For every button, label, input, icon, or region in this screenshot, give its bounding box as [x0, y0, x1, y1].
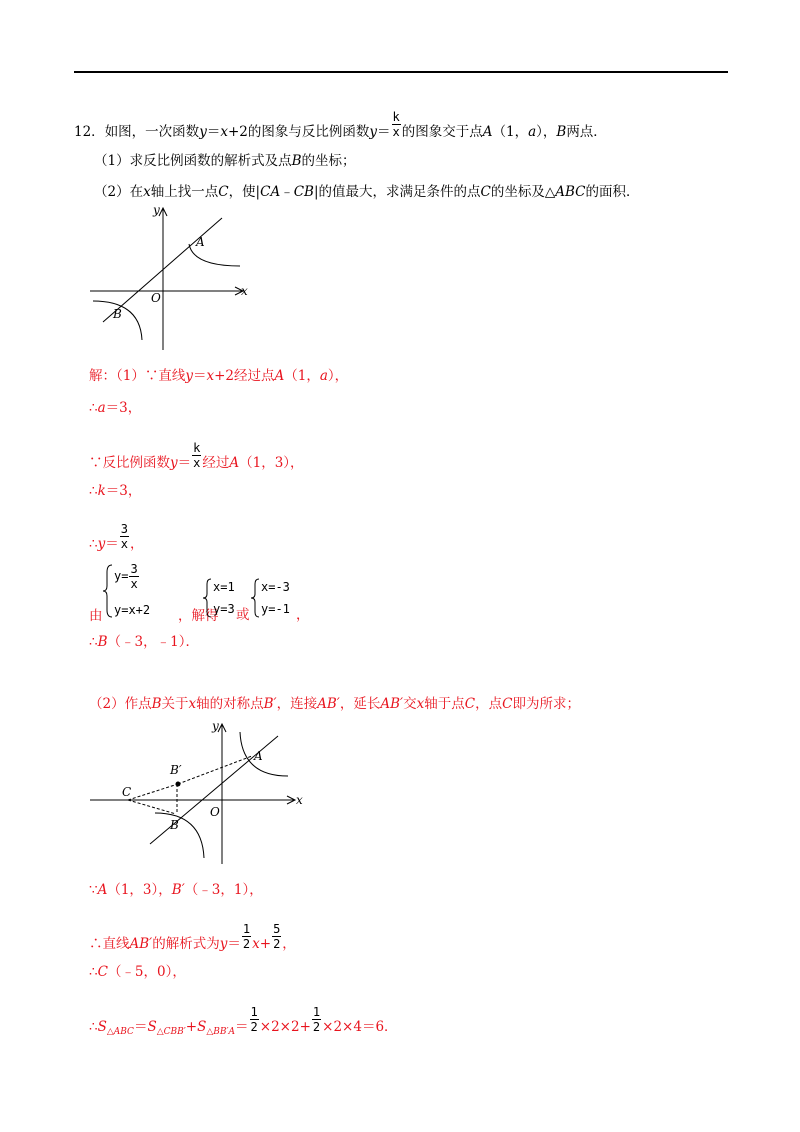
fraction-1-over-2: $\frac{1}{2}$	[242, 922, 251, 951]
solution-2-y: y=-1	[261, 602, 290, 616]
solution-1-y: y=3	[213, 602, 235, 616]
figure-1	[85, 200, 255, 350]
solution-1-x: x=1	[213, 580, 235, 594]
solution-solved: ，解得	[178, 608, 219, 624]
brace-3	[251, 578, 261, 618]
question-12-stem: 12．如图，一次函数y＝x+2的图象与反比例函数y＝ $\frac{k}{x}$ 的图象交于点A（1，a），B两点．	[74, 110, 607, 140]
solution-line-6: ∵A（1，3），B′（﹣3，1），	[89, 882, 263, 898]
solution-by: 由	[89, 608, 103, 624]
fig2-label-y: y	[212, 719, 219, 733]
fraction-3-over-x: $\frac{3}{x}$	[120, 522, 128, 551]
figure-2	[90, 718, 310, 868]
question-part-2: （2）在x轴上找一点C，使|CA﹣CB|的值最大，求满足条件的点C的坐标及△ABC的面积．	[94, 184, 640, 200]
fig1-label-a: A	[196, 235, 205, 249]
fig1-label-y: y	[153, 203, 160, 217]
fraction-1-over-2-b: $\frac{1}{2}$	[312, 1005, 321, 1034]
fraction-5-over-2: $\frac{5}{2}$	[273, 922, 281, 951]
solution-line-8: ∴C（﹣5，0），	[89, 964, 186, 980]
solution-line-2: ∴a＝3，	[89, 400, 142, 416]
fig2-segment-cbp	[128, 784, 178, 800]
fraction-1-over-2-a: $\frac{1}{2}$	[250, 1005, 258, 1034]
solution-line-3: ∵反比例函数y＝ $\frac{k}{x}$ 经过A（1，3），	[89, 441, 304, 471]
solution-end-comma: ，	[296, 607, 310, 623]
fig2-segment-cb	[128, 800, 176, 814]
fig2-label-b: B	[170, 818, 179, 832]
solution-2-x: x=-3	[261, 580, 290, 594]
solution-line-b: ∴B（﹣3，﹣1）．	[89, 634, 199, 650]
fig1-label-o: O	[151, 291, 161, 305]
solution-line-4: ∴k＝3，	[89, 483, 142, 499]
system-eq-2: y=x+2	[114, 603, 151, 617]
brace-2	[203, 578, 213, 618]
fig2-label-bp: B′	[170, 763, 182, 777]
solution-line-5: ∴y＝ $\frac{3}{x}$ ，	[89, 522, 144, 552]
solution-line-7: ∴直线AB′的解析式为y＝ $\frac{1}{2}$ x+ $\frac{5}{2}$ ，	[89, 922, 296, 952]
solution-line-9: $\therefore S_{\triangle ABC}=S_{\triangle CBB'}+S_{\triangle BB'A}=$ $\frac{1}{2}$ ×2×2+ $\frac{1}{2}$ ×2×4＝6．	[89, 1005, 398, 1037]
fig2-label-a: A	[254, 749, 263, 763]
fig2-label-x: x	[296, 793, 303, 807]
fig2-hyperbola-q1	[240, 732, 288, 776]
fig2-label-c: C	[122, 785, 132, 799]
solution-line-1: 解：（1）∵直线y＝x+2经过点A（1，a），	[89, 368, 349, 384]
solution-part-2-line: （2）作点B关于x轴的对称点B′，连接AB′，延长AB′交x轴于点C，点C即为所求；	[89, 696, 580, 712]
fig2-label-o: O	[210, 805, 220, 819]
header-rule	[74, 71, 728, 73]
fig1-label-x: x	[241, 284, 248, 298]
question-part-1: （1）求反比例函数的解析式及点B的坐标；	[94, 153, 356, 169]
fig2-segment-bpa	[178, 756, 252, 784]
fig1-label-b: B	[113, 307, 122, 321]
fraction-k-over-x-2: $\frac{k}{x}$	[193, 441, 201, 470]
fraction-k-over-x: $\frac{k}{x}$	[392, 110, 400, 139]
system-eq-1: y= $\frac{3}{x}$	[114, 562, 138, 591]
fig2-point-bp	[176, 782, 181, 787]
solution-or: 或	[236, 607, 250, 623]
